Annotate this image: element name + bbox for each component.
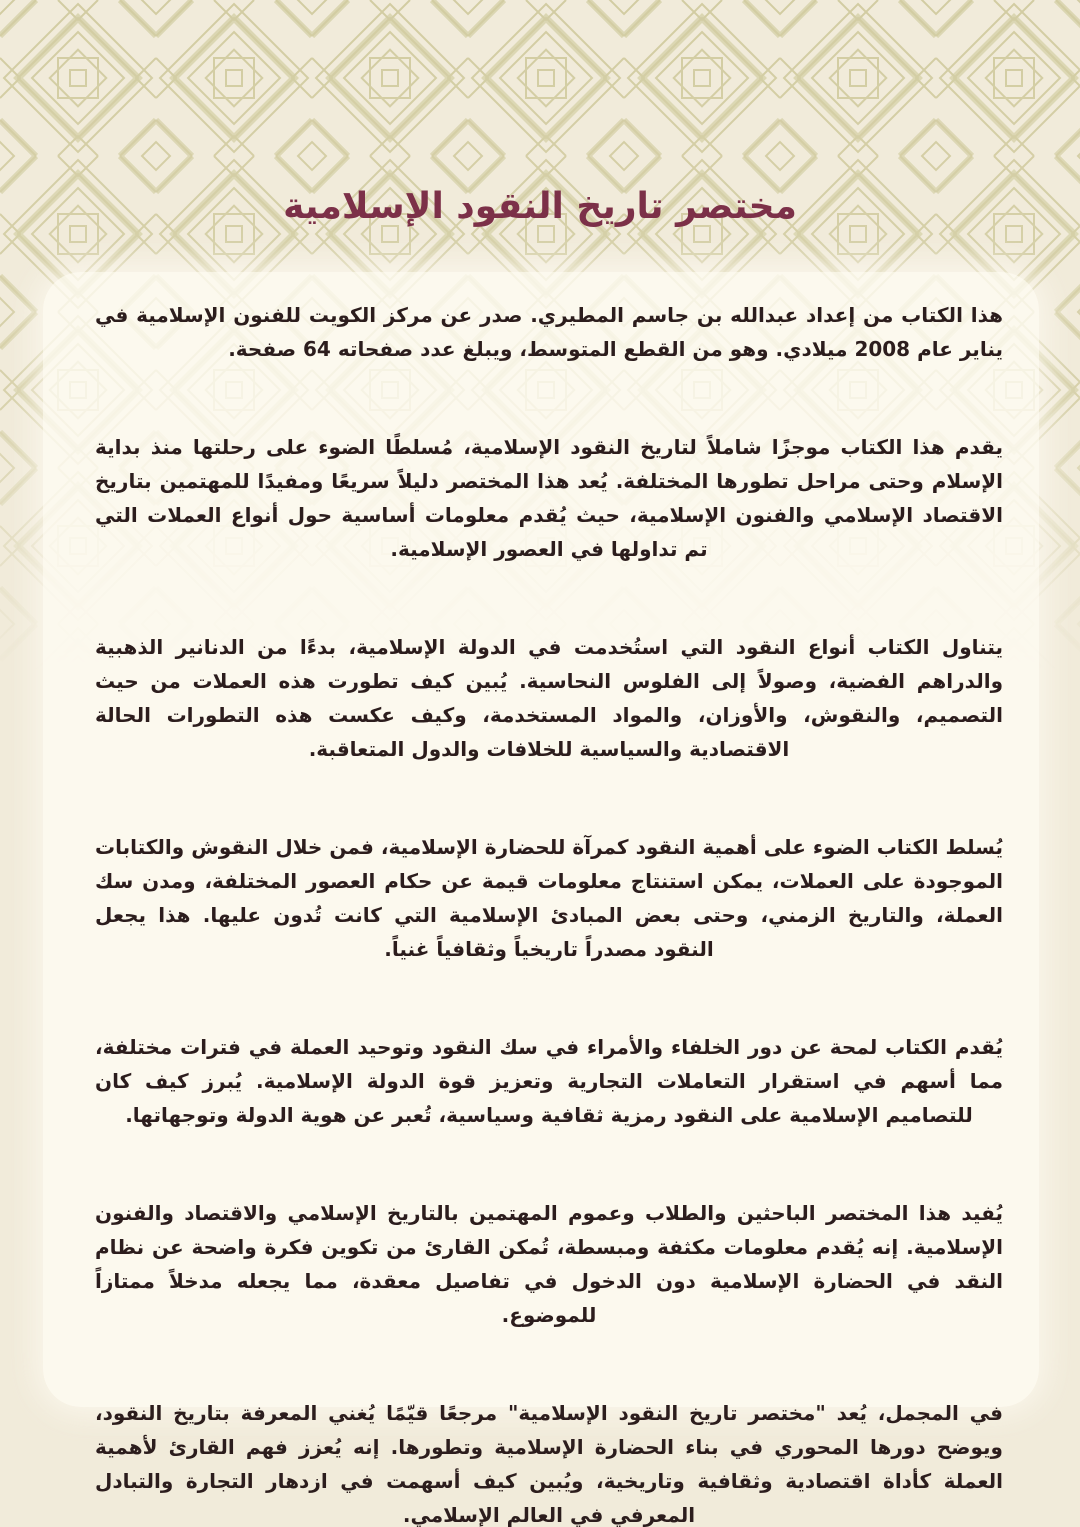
paragraph-coins-as-mirror: يُسلط الكتاب الضوء على أهمية النقود كمرآة للحضارة الإسلامية، فمن خلال النقوش والكتابات الموجودة على العملات، يمكن استنتاج معلومات قيمة عن حكام العصور المختلفة، ومدن سك العملة، والتاريخ الزمني، وحتى بعض المبادئ الإسلامية التي كانت تُدون عليها. هذا يجعل النقود مصدراً تاريخياً وثقافياً غنياً. [95,835,1003,961]
paragraph-overview: يقدم هذا الكتاب موجزًا شاملاً لتاريخ النقود الإسلامية، مُسلطًا الضوء على رحلتها منذ بداية الإسلام وحتى مراحل تطورها المختلفة. يُعد هذا المختصر دليلاً سريعًا ومفيدًا للمهتمين بتاريخ الاقتصاد الإسلامي والفنون الإسلامية، حيث يُقدم معلومات أساسية حول أنواع العملات التي تم تداولها في العصور الإسلامية. [95,435,1003,561]
paragraph-audience: يُفيد هذا المختصر الباحثين والطلاب وعموم المهتمين بالتاريخ الإسلامي والاقتصاد والفنون الإسلامية. إنه يُقدم معلومات مكثفة ومبسطة، تُمكن القارئ من تكوين فكرة واضحة عن نظام النقد في الحضارة الإسلامية دون الدخول في تفاصيل معقدة، مما يجعله مدخلاً ممتازاً للموضوع. [95,1201,1003,1327]
paragraph-coin-types: يتناول الكتاب أنواع النقود التي استُخدمت في الدولة الإسلامية، بدءًا من الدنانير الذهبية والدراهم الفضية، وصولاً إلى الفلوس النحاسية. يُبين كيف تطورت هذه العملات من حيث التصميم، والنقوش، والأوزان، والمواد المستخدمة، وكيف عكست هذه التطورات الحالة الاقتصادية والسياسية للخلافات والدول المتعاقبة. [95,635,1003,761]
content-card [43,272,1039,1527]
page-title: مختصر تاريخ النقود الإسلامية [283,186,797,227]
paragraph-conclusion: في المجمل، يُعد "مختصر تاريخ النقود الإسلامية" مرجعًا قيّمًا يُغني المعرفة بتاريخ النقود، ويوضح دورها المحوري في بناء الحضارة الإسلامية وتطورها. إنه يُعزز فهم القارئ لأهمية العملة كأداة اقتصادية وثقافية وتاريخية، ويُبين كيف أسهمت في ازدهار التجارة والتبادل المعرفي في العالم الإسلامي. [95,1401,1003,1527]
paragraph-book-info: هذا الكتاب من إعداد عبدالله بن جاسم المطيري. صدر عن مركز الكويت للفنون الإسلامية في يناير عام 2008 ميلادي. وهو من القطع المتوسط، ويبلغ عدد صفحاته 64 صفحة. [95,303,1003,361]
paragraph-caliphs-role: يُقدم الكتاب لمحة عن دور الخلفاء والأمراء في سك النقود وتوحيد العملة في فترات مختلفة، مما أسهم في استقرار التعاملات التجارية وتعزيز قوة الدولة الإسلامية. يُبرز كيف كان للتصاميم الإسلامية على النقود رمزية ثقافية وسياسية، تُعبر عن هوية الدولة وتوجهاتها. [95,1035,1003,1127]
